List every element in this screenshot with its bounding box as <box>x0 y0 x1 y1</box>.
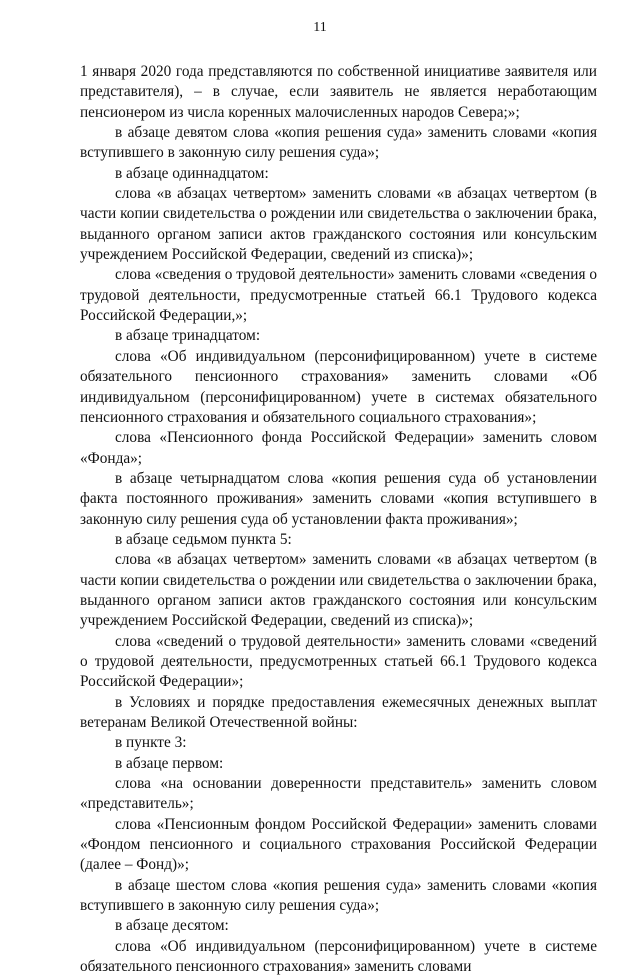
paragraph: слова «Об индивидуальном (персонифицированном) учете в системе обязательного пенсионного страхования» заменить словами «Об индивидуальном (персонифицированном) учете в системах обязательного пенсионного страхования и обязательного социального страхования»; <box>80 347 597 426</box>
paragraph: слова «Пенсионным фондом Российской Федерации» заменить словами «Фондом пенсионного и социального страхования Российской Федерации (далее – Фонд)»; <box>80 815 597 874</box>
paragraph: слова «Об индивидуальном (персонифицированном) учете в системе обязательного пенсионного страхования» заменить словами <box>80 937 597 976</box>
paragraph: слова «в абзацах четвертом» заменить словами «в абзацах четвертом (в части копии свидетельства о рождении или свидетельства о заключении брака, выданного органом записи актов гражданского состояния или консульским учреждением Российской Федерации, сведений из списка)»; <box>80 185 597 264</box>
paragraph: в абзаце шестом слова «копия решения суда» заменить словами «копия вступившего в законную силу решения суда»; <box>80 876 597 915</box>
paragraph: в абзаце тринадцатом: <box>115 327 261 345</box>
paragraph: в абзаце четырнадцатом слова «копия решения суда об установлении факта постоянного проживания» заменить словами «копия вступившего в законную силу решения суда об установлении факта проживания»; <box>80 469 597 528</box>
page-number: 11 <box>313 20 327 35</box>
paragraph: 1 января 2020 года представляются по собственной инициативе заявителя или представителя), – в случае, если заявитель не является неработающим пенсионером из числа коренных малочисленных народов Севера;»; <box>80 63 597 121</box>
paragraph: в абзаце одиннадцатом: <box>115 164 269 182</box>
paragraph: слова «сведений о трудовой деятельности» заменить словами «сведений о трудовой деятельности, предусмотренных статьей 66.1 Трудового кодекса Российской Федерации»; <box>80 632 597 691</box>
paragraph: в абзаце первом: <box>115 754 224 772</box>
document-body <box>80 62 597 977</box>
paragraph: слова «Пенсионного фонда Российской Федерации» заменить словом «Фонда»; <box>80 429 597 467</box>
paragraph: в Условиях и порядке предоставления ежемесячных денежных выплат ветеранам Великой Отечественной войны: <box>80 693 597 731</box>
paragraph: в абзаце девятом слова «копия решения суда» заменить словами «копия вступившего в законную силу решения суда»; <box>80 124 597 162</box>
paragraph: слова «в абзацах четвертом» заменить словами «в абзацах четвертом (в части копии свидетельства о рождении или свидетельства о заключении брака, выданного органом записи актов гражданского состояния или консульским учреждением Российской Федерации, сведений из списка)»; <box>80 551 597 630</box>
paragraph: в абзаце десятом: <box>115 917 229 935</box>
paragraph: слова «на основании доверенности представитель» заменить словом «представитель»; <box>80 775 597 813</box>
paragraph: в абзаце седьмом пункта 5: <box>115 530 292 548</box>
paragraph: в пункте 3: <box>115 734 187 752</box>
paragraph: слова «сведения о трудовой деятельности» заменить словами «сведения о трудовой деятельности, предусмотренные статьей 66.1 Трудового кодекса Российской Федерации,»; <box>80 266 597 325</box>
